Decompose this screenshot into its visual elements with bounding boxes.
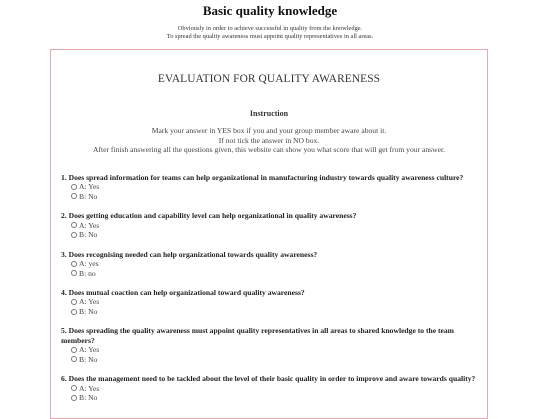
option-label: B: no: [79, 268, 96, 278]
radio-button-yes[interactable]: [71, 299, 77, 305]
option-label: A: Yes: [79, 297, 100, 307]
option-label: B: No: [79, 354, 98, 364]
option-no[interactable]: [61, 230, 477, 240]
question-6: [61, 374, 477, 402]
instruction-text: [51, 126, 487, 155]
option-label: A: Yes: [79, 182, 100, 192]
option-no[interactable]: [61, 307, 477, 317]
option-no[interactable]: [61, 355, 477, 365]
radio-button-no[interactable]: [71, 309, 77, 315]
instruction-line-1: Mark your answer in YES box if you and your group member aware about it.: [151, 126, 387, 135]
question-list: [51, 173, 487, 403]
option-no[interactable]: [61, 269, 477, 279]
question-1: [61, 173, 477, 201]
page-title: Basic quality knowledge: [202, 3, 338, 18]
question-text: 2. Does getting education and capability level can help organizational in quality awareness?: [61, 211, 357, 221]
radio-button-no[interactable]: [71, 270, 77, 276]
radio-button-yes[interactable]: [71, 347, 77, 353]
option-yes[interactable]: [61, 345, 477, 355]
question-3: [61, 250, 477, 278]
question-5: [61, 326, 477, 364]
evaluation-form: [50, 49, 488, 419]
question-2: [61, 211, 477, 239]
question-text: 5. Does spreading the quality awareness must appoint quality representatives in all areas to shared knowledge to the team members?: [61, 326, 454, 345]
option-no[interactable]: [61, 192, 477, 202]
option-label: B: No: [79, 191, 98, 201]
instruction-line-2: If not tick the answer in NO box.: [218, 135, 320, 145]
question-text: 6. Does the management need to be tackled about the level of their basic quality in order to improve and aware towards quality?: [61, 374, 476, 384]
radio-button-yes[interactable]: [71, 184, 77, 190]
option-yes[interactable]: [61, 297, 477, 307]
radio-button-no[interactable]: [71, 193, 77, 199]
radio-button-yes[interactable]: [71, 261, 77, 267]
option-no[interactable]: [61, 393, 477, 403]
question-text: 1. Does spread information for teams can help organizational in manufacturing industry towards quality awareness culture?: [61, 172, 464, 182]
option-yes[interactable]: [61, 259, 477, 269]
instruction-line-3: After finish answering all the questions given, this website can show you what score that will get from your answer.: [93, 145, 445, 155]
radio-button-yes[interactable]: [71, 222, 77, 228]
option-label: A: Yes: [79, 220, 100, 230]
option-yes[interactable]: [61, 182, 477, 192]
option-label: B: No: [79, 393, 98, 403]
option-label: A: Yes: [79, 345, 100, 355]
intro-line-1: Obviously in order to achieve successful in quality from the knowledge.: [177, 25, 363, 32]
form-title: EVALUATION FOR QUALITY AWARENESS: [157, 73, 381, 85]
option-yes[interactable]: [61, 384, 477, 394]
radio-button-no[interactable]: [71, 232, 77, 238]
option-yes[interactable]: [61, 221, 477, 231]
page-intro: [0, 25, 540, 41]
question-text: 3. Does recognising needed can help organizational towards quality awareness?: [61, 249, 318, 259]
question-text: 4. Does mutual coaction can help organizational toward quality awareness?: [61, 288, 305, 297]
question-4: [61, 288, 477, 316]
option-label: A: Yes: [79, 383, 100, 393]
instruction-heading: Instruction: [249, 109, 289, 118]
radio-button-no[interactable]: [71, 395, 77, 401]
option-label: B: No: [79, 306, 98, 316]
intro-line-2: To spread the quality awareness must appoint quality representatives in all areas.: [166, 33, 374, 40]
radio-button-no[interactable]: [71, 356, 77, 362]
option-label: A: yes: [79, 259, 99, 268]
radio-button-yes[interactable]: [71, 385, 77, 391]
option-label: B: No: [79, 230, 98, 240]
